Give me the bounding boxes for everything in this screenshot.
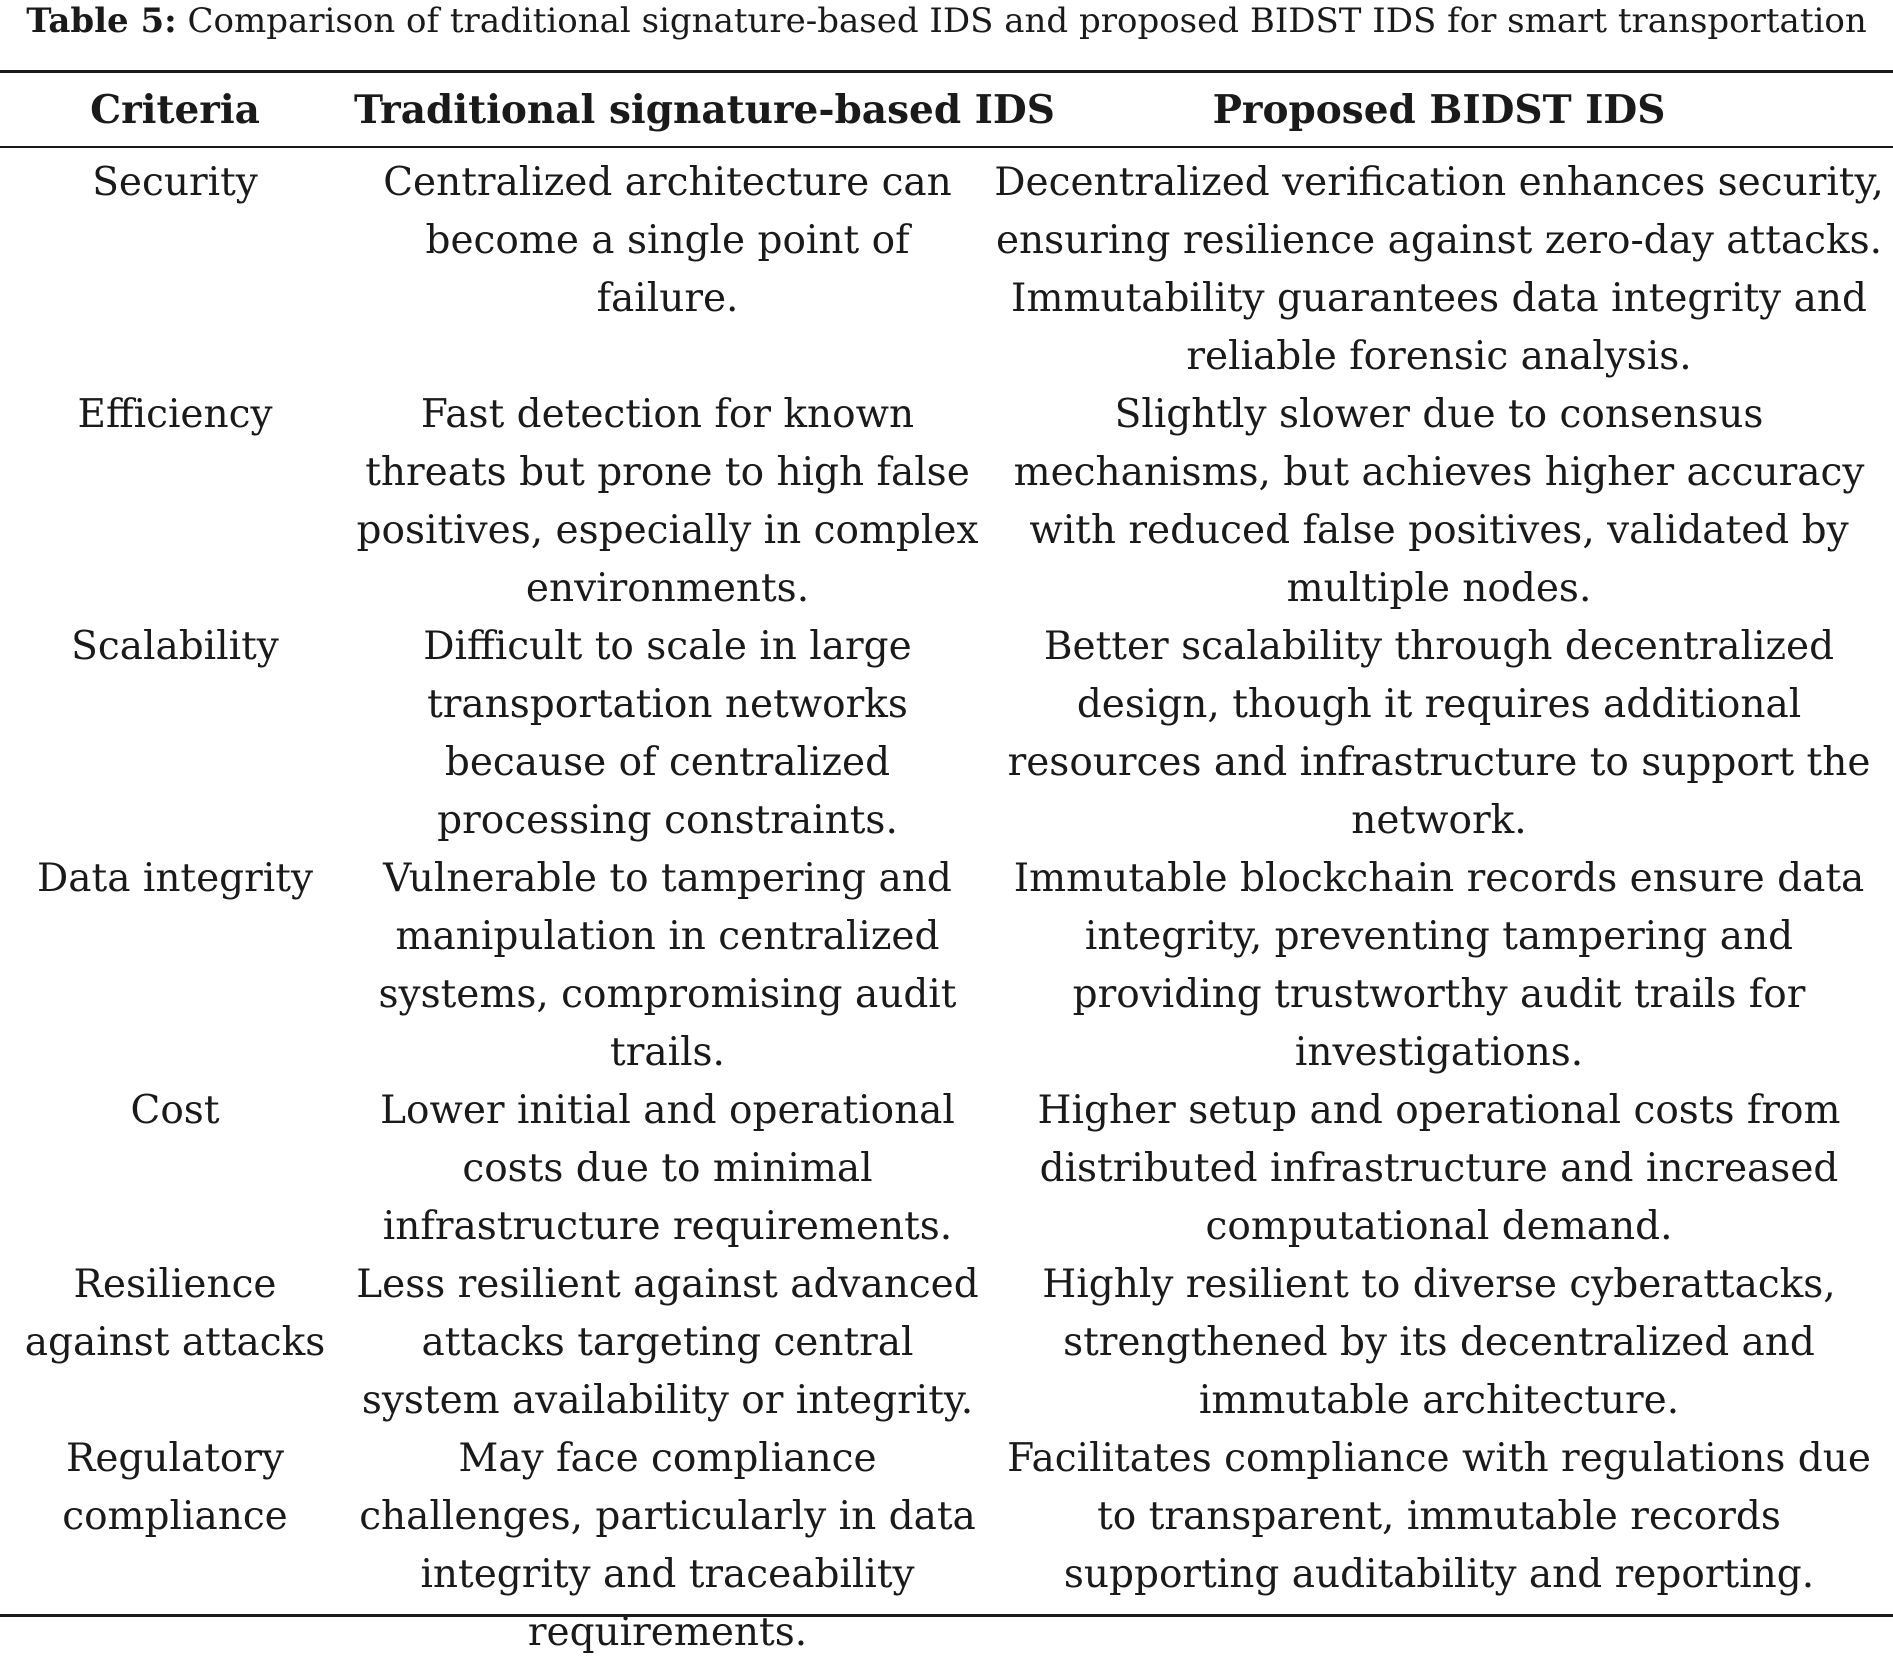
caption-text: Comparison of traditional signature-based IDS and proposed BIDST IDS for smart transportation <box>176 1 1867 41</box>
proposed-cell: Slightly slower due to consensus mechanisms, but achieves higher accuracy with reduced false positives, validated by multiple nodes. <box>1013 392 1865 611</box>
proposed-cell: Immutable blockchain records ensure data integrity, preventing tampering and providing trustworthy audit trails for investigations. <box>1013 856 1865 1075</box>
traditional-cell: May face compliance challenges, particularly in data integrity and traceability requirements. <box>359 1436 976 1655</box>
header-criteria: Criteria <box>90 86 260 133</box>
header-proposed-bidst-ids: Proposed BIDST IDS <box>1212 86 1666 133</box>
table-row <box>0 1082 1893 1256</box>
traditional-cell: Less resilient against advanced attacks targeting central system availability or integrity. <box>356 1262 979 1423</box>
proposed-cell: Higher setup and operational costs from distributed infrastructure and increased computational demand. <box>1037 1088 1841 1249</box>
proposed-cell: Facilitates compliance with regulations due to transparent, immutable records supporting auditability and reporting. <box>1007 1436 1871 1597</box>
traditional-cell: Vulnerable to tampering and manipulation in centralized systems, compromising audit trails. <box>378 856 957 1075</box>
table-row <box>0 386 1893 618</box>
criteria-cell: Efficiency <box>77 392 273 437</box>
criteria-cell: Scalability <box>71 624 279 669</box>
table-row <box>0 146 1893 386</box>
proposed-cell: Decentralized verification enhances security, ensuring resilience against zero-day attacks. Immutability guarantees data integrity and reliable forensic analysis. <box>994 160 1884 379</box>
comparison-table <box>0 73 1893 1662</box>
criteria-cell: Data integrity <box>37 856 313 901</box>
table-row <box>0 618 1893 850</box>
criteria-cell: Resilience against attacks <box>24 1262 326 1365</box>
proposed-cell: Better scalability through decentralized design, though it requires additional resources and infrastructure to support the network. <box>1007 624 1871 843</box>
criteria-cell: Security <box>92 160 258 205</box>
caption-label: Table 5: <box>26 1 177 41</box>
table-caption <box>0 0 1893 46</box>
traditional-cell: Lower initial and operational costs due to minimal infrastructure requirements. <box>380 1088 955 1249</box>
criteria-cell: Cost <box>130 1088 220 1133</box>
traditional-cell: Fast detection for known threats but prone to high false positives, especially in complex environments. <box>356 392 979 611</box>
header-row <box>0 73 1893 146</box>
table-row <box>0 1256 1893 1430</box>
traditional-cell: Centralized architecture can become a single point of failure. <box>383 160 952 321</box>
proposed-cell: Highly resilient to diverse cyberattacks, strengthened by its decentralized and immutable architecture. <box>1042 1262 1836 1423</box>
criteria-cell: Regulatory compliance <box>62 1436 288 1539</box>
table-row <box>0 850 1893 1082</box>
header-traditional-ids: Traditional signature-based IDS <box>354 86 1055 133</box>
table-row <box>0 1430 1893 1662</box>
traditional-cell: Difficult to scale in large transportation networks because of centralized processing constraints. <box>423 624 912 843</box>
